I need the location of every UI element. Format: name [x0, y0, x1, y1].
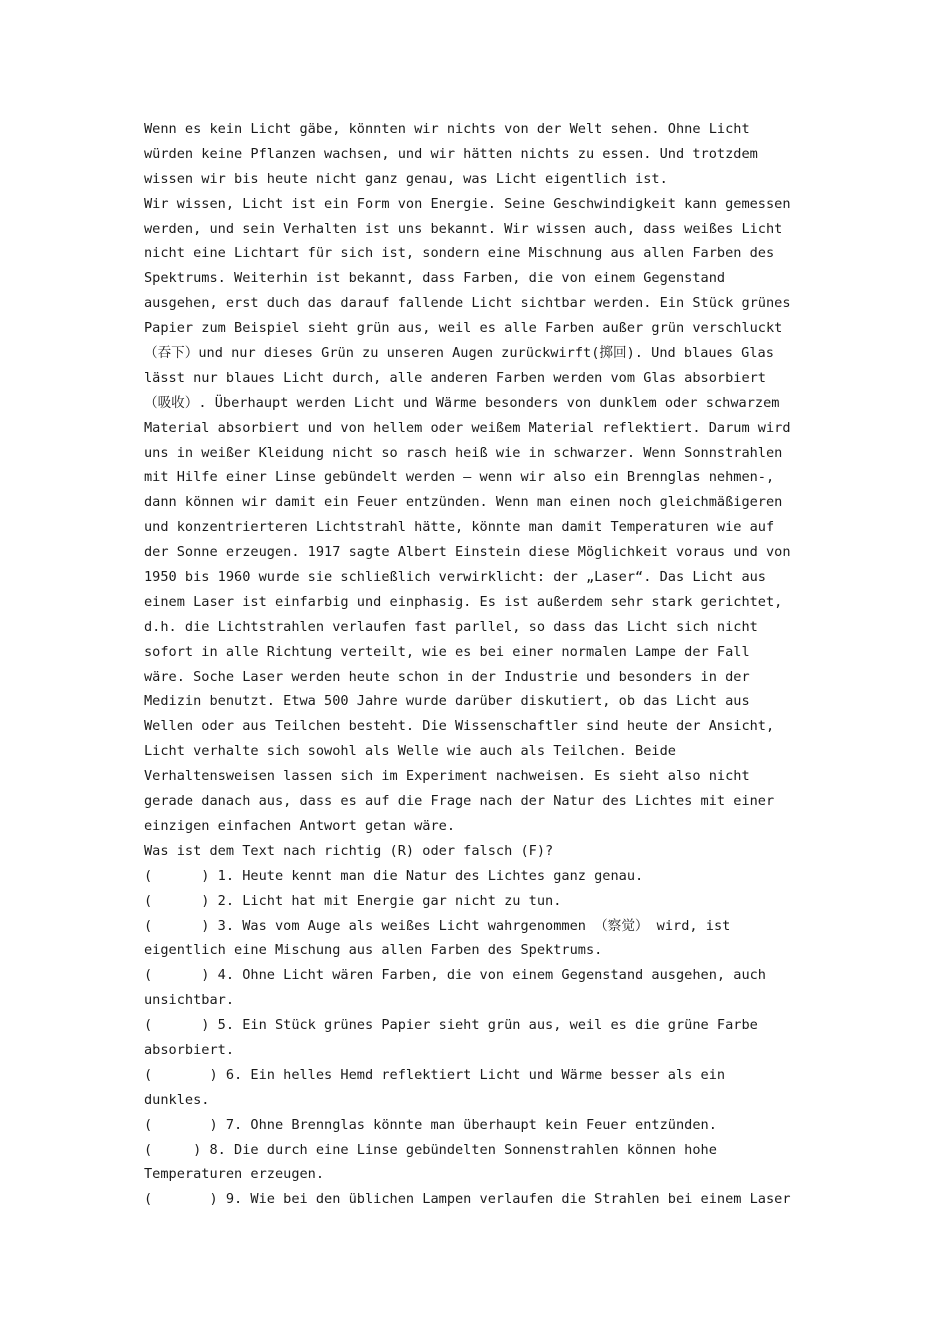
paragraph-main-line-15: der Sonne erzeugen. 1917 sagte Albert Einstein diese Möglichkeit voraus und von [144, 544, 791, 561]
question-4-continued: unsichtbar. [144, 992, 235, 1009]
question-6-continued: dunkles. [144, 1091, 210, 1108]
paragraph-main-line-8: lässt nur blaues Licht durch, alle anderen Farben werden vom Glas absorbiert [144, 369, 766, 386]
paragraph-main-line-9: （吸收）. Überhaupt werden Licht und Wärme besonders von dunklem oder schwarzem [144, 394, 780, 411]
paragraph-intro-line-2: würden keine Pflanzen wachsen, und wir hätten nichts zu essen. Und trotzdem [144, 145, 758, 162]
paragraph-intro-line-3: wissen wir bis heute nicht ganz genau, was Licht eigentlich ist. [144, 170, 668, 187]
paragraph-main-line-14: und konzentrierteren Lichtstrahl hätte, könnte man damit Temperaturen wie auf [144, 519, 775, 536]
paragraph-main-line-12: mit Hilfe einer Linse gebündelt werden – wenn wir also ein Brennglas nehmen-, [144, 469, 775, 486]
question-9: ( ) 9. Wie bei den üblichen Lampen verlaufen die Strahlen bei einem Laser [144, 1191, 791, 1208]
question-1: ( ) 1. Heute kennt man die Natur des Lichtes ganz genau. [144, 867, 644, 884]
question-7: ( ) 7. Ohne Brennglas könnte man überhaupt kein Feuer entzünden. [144, 1116, 717, 1133]
question-8: ( ) 8. Die durch eine Linse gebündelten Sonnenstrahlen können hohe [144, 1141, 717, 1158]
paragraph-main-line-4: Spektrums. Weiterhin ist bekannt, dass Farben, die von einem Gegenstand [144, 270, 726, 287]
question-3: ( ) 3. Was vom Auge als weißes Licht wahrgenommen （察觉） wird, ist [144, 917, 731, 934]
question-5: ( ) 5. Ein Stück grünes Papier sieht grün aus, weil es die grüne Farbe [144, 1017, 758, 1034]
question-8-continued: Temperaturen erzeugen. [144, 1166, 325, 1183]
question-3-continued: eigentlich eine Mischung aus allen Farben des Spektrums. [144, 942, 603, 959]
paragraph-main-line-5: ausgehen, erst duch das darauf fallende Licht sichtbar werden. Ein Stück grünes [144, 295, 791, 312]
paragraph-main-line-19: sofort in alle Richtung verteilt, wie es bei einer normalen Lampe der Fall [144, 643, 750, 660]
paragraph-intro-line-1: Wenn es kein Licht gäbe, könnten wir nichts von der Welt sehen. Ohne Licht [144, 121, 750, 137]
question-instruction: Was ist dem Text nach richtig (R) oder falsch (F)? [144, 842, 554, 859]
paragraph-main-line-20: wäre. Soche Laser werden heute schon in der Industrie und besonders in der [144, 668, 750, 685]
paragraph-main-line-24: Verhaltensweisen lassen sich im Experiment nachweisen. Es sieht also nicht [144, 768, 750, 785]
paragraph-main-line-2: werden, und sein Verhalten ist uns bekannt. Wir wissen auch, dass weißes Licht [144, 220, 783, 237]
paragraph-main-line-26: einzigen einfachen Antwort getan wäre. [144, 817, 455, 834]
question-4: ( ) 4. Ohne Licht wären Farben, die von einem Gegenstand ausgehen, auch [144, 967, 766, 984]
document-text [144, 117, 814, 1212]
paragraph-main-line-16: 1950 bis 1960 wurde sie schließlich verwirklicht: der „Laser“. Das Licht aus [144, 569, 766, 586]
question-6: ( ) 6. Ein helles Hemd reflektiert Licht und Wärme besser als ein [144, 1066, 726, 1083]
paragraph-main-line-3: nicht eine Lichtart für sich ist, sondern eine Mischnung aus allen Farben des [144, 245, 775, 262]
paragraph-main-line-6: Papier zum Beispiel sieht grün aus, weil es alle Farben außer grün verschluckt [144, 320, 783, 337]
paragraph-main-line-1: Wir wissen, Licht ist ein Form von Energie. Seine Geschwindigkeit kann gemessen [144, 195, 791, 212]
paragraph-main-line-17: einem Laser ist einfarbig und einphasig. Es ist außerdem sehr stark gerichtet, [144, 593, 783, 610]
paragraph-main-line-7: （吞下）und nur dieses Grün zu unseren Augen zurückwirft(掷回). Und blaues Glas [144, 345, 774, 362]
paragraph-main-line-18: d.h. die Lichtstrahlen verlaufen fast parllel, so dass das Licht sich nicht [144, 618, 758, 635]
question-2: ( ) 2. Licht hat mit Energie gar nicht zu tun. [144, 892, 562, 909]
paragraph-main-line-13: dann können wir damit ein Feuer entzünden. Wenn man einen noch gleichmäßigeren [144, 494, 783, 511]
paragraph-main-line-23: Licht verhalte sich sowohl als Welle wie auch als Teilchen. Beide [144, 743, 676, 760]
question-5-continued: absorbiert. [144, 1041, 235, 1058]
paragraph-main-line-10: Material absorbiert und von hellem oder weißem Material reflektiert. Darum wird [144, 419, 791, 436]
paragraph-main-line-21: Medizin benutzt. Etwa 500 Jahre wurde darüber diskutiert, ob das Licht aus [144, 693, 750, 710]
paragraph-main-line-22: Wellen oder aus Teilchen besteht. Die Wissenschaftler sind heute der Ansicht, [144, 718, 775, 735]
paragraph-main-line-25: gerade danach aus, dass es auf die Frage nach der Natur des Lichtes mit einer [144, 793, 775, 810]
paragraph-main-line-11: uns in weißer Kleidung nicht so rasch heiß wie in schwarzer. Wenn Sonnstrahlen [144, 444, 783, 461]
